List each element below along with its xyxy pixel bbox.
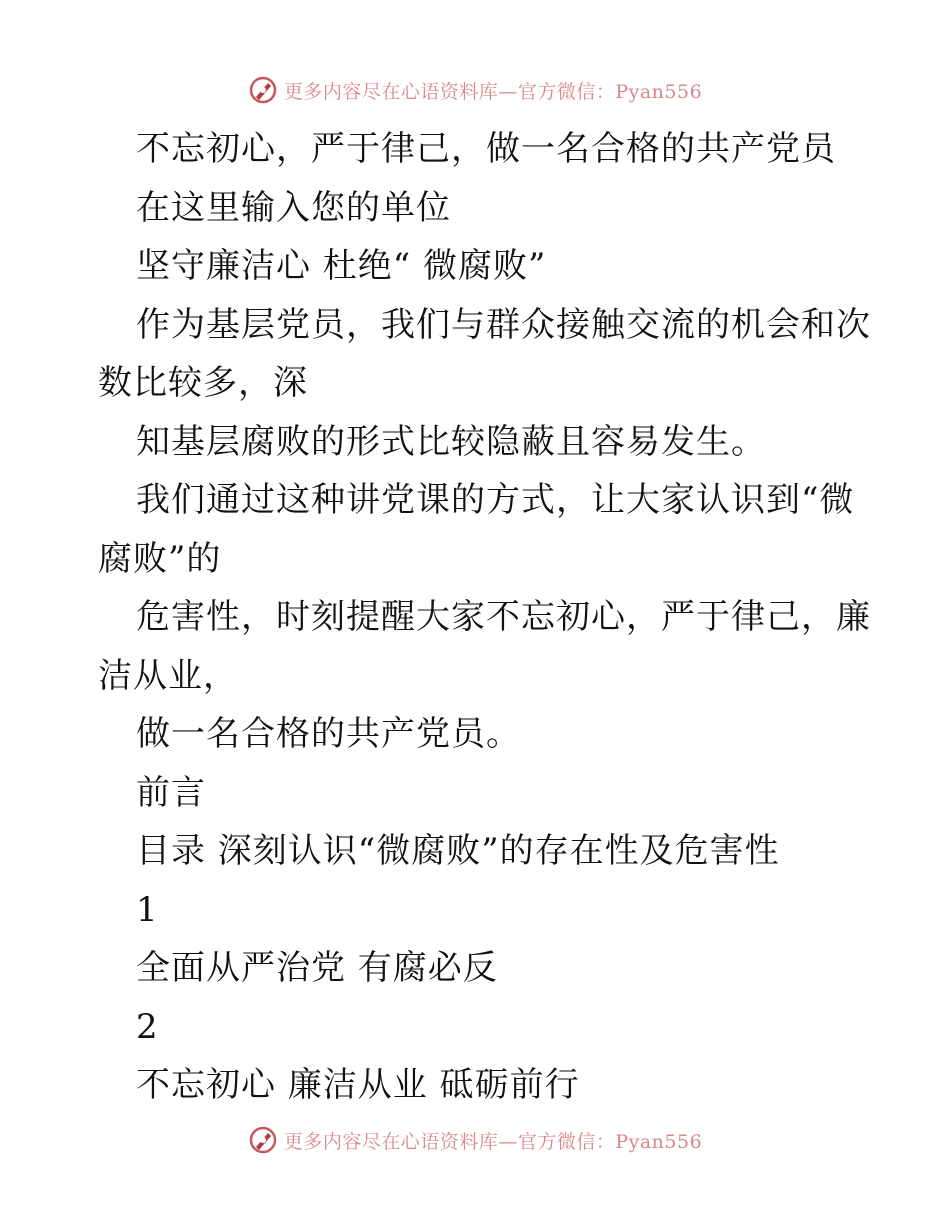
unit-placeholder: 在这里输入您的单位	[136, 187, 451, 228]
watermark-text: 更多内容尽在心语资料库—官方微信：Pyan556	[283, 1130, 703, 1153]
toc-heading: 目录 深刻认识“微腐败”的存在性及危害性	[136, 831, 780, 871]
paragraph-line: 洁从业，	[98, 655, 238, 696]
header-watermark	[0, 70, 950, 110]
section-heading-preface: 前言	[136, 772, 206, 813]
doc-subtitle: 坚守廉洁心 杜绝“ 微腐败”	[136, 246, 547, 286]
toc-number: 2	[136, 1006, 159, 1047]
paragraph-line: 危害性，时刻提醒大家不忘初心，严于律己，廉	[136, 597, 871, 637]
toc-number: 1	[136, 889, 159, 930]
pen-circle-logo-icon	[248, 75, 278, 105]
paragraph-line: 知基层腐败的形式比较隐蔽且容易发生。	[136, 421, 766, 462]
footer-watermark	[0, 1120, 950, 1160]
paragraph-line: 作为基层党员，我们与群众接触交流的机会和次	[136, 304, 871, 345]
watermark-text: 更多内容尽在心语资料库—官方微信：Pyan556	[283, 80, 703, 103]
toc-item: 全面从严治党 有腐必反	[136, 948, 498, 988]
paragraph-line: 数比较多，深	[98, 363, 308, 403]
toc-item: 不忘初心 廉洁从业 砥砺前行	[136, 1065, 580, 1105]
paragraph-line: 腐败”的	[98, 538, 222, 579]
paragraph-line: 做一名合格的共产党员。	[136, 714, 521, 754]
document-body	[98, 120, 871, 1115]
doc-title: 不忘初心，严于律己，做一名合格的共产党员	[136, 129, 836, 169]
pen-circle-logo-icon	[248, 1125, 278, 1155]
paragraph-line: 我们通过这种讲党课的方式，让大家认识到“微	[136, 480, 855, 520]
